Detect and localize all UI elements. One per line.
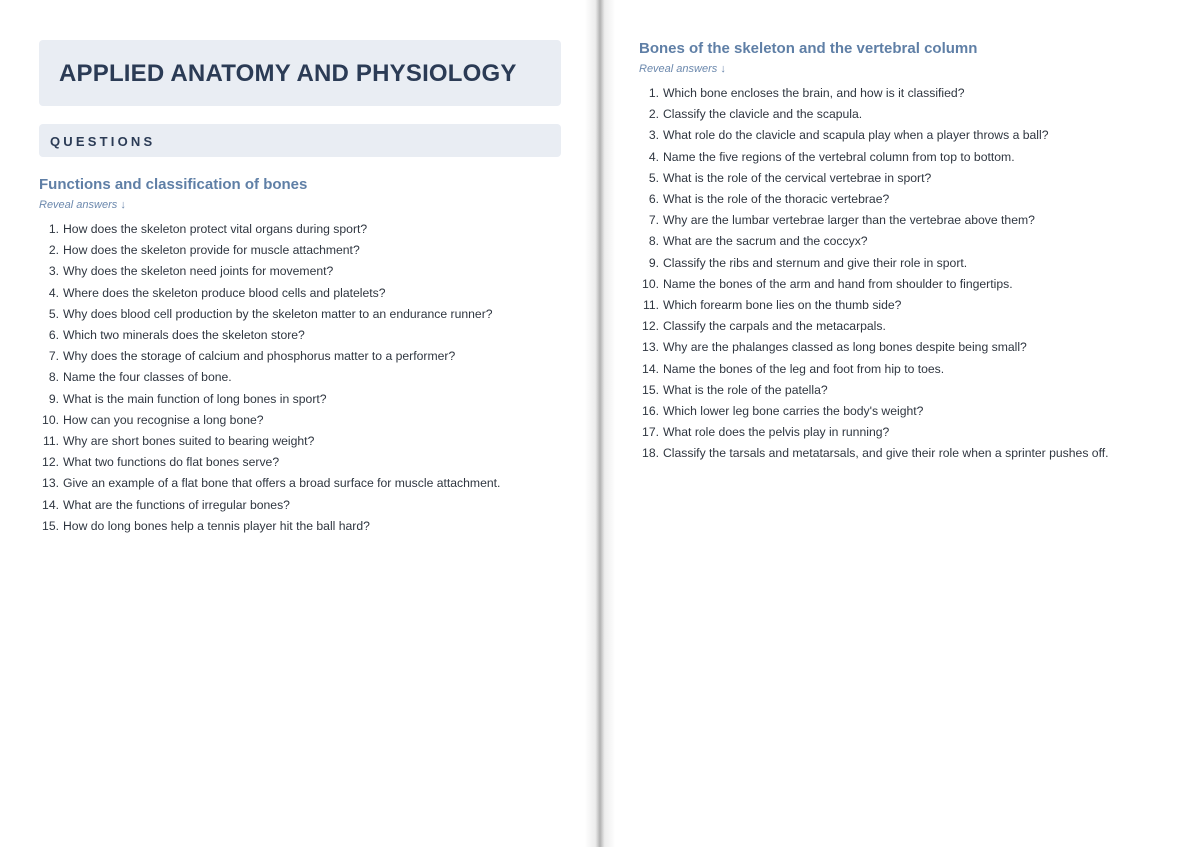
question-item (39, 346, 561, 367)
question-number: 1. (48, 222, 59, 236)
question-number: 10. (42, 412, 59, 427)
question-text: Which two minerals does the skeleton store? (63, 328, 305, 343)
question-text: Classify the ribs and sternum and give their role in sport. (663, 255, 968, 270)
question-text: What role does the pelvis play in running? (663, 425, 890, 440)
question-number: 18. (642, 446, 659, 461)
question-number: 2. (648, 107, 659, 122)
question-number: 14. (642, 361, 659, 376)
question-item (39, 389, 561, 410)
question-text: Classify the clavicle and the scapula. (663, 107, 863, 122)
title-banner (39, 40, 561, 106)
question-text: What is the main function of long bones in sport? (63, 391, 327, 406)
question-number: 5. (48, 306, 59, 321)
question-text: What are the functions of irregular bones? (63, 497, 290, 512)
question-item (39, 325, 561, 346)
question-text: Why are the lumbar vertebrae larger than the vertebrae above them? (663, 213, 1035, 228)
reveal-answers-link[interactable]: Reveal answers ↓ (39, 199, 126, 211)
question-item (639, 104, 1170, 125)
question-text: Name the five regions of the vertebral column from top to bottom. (663, 149, 1015, 164)
question-text: Name the bones of the leg and foot from hip to toes. (663, 361, 945, 376)
question-text: Why does blood cell production by the skeleton matter to an endurance runner? (63, 306, 493, 321)
question-item (39, 367, 561, 388)
question-number: 3. (48, 264, 59, 279)
question-text: How does the skeleton protect vital organs during sport? (63, 222, 368, 236)
question-number: 11. (42, 434, 59, 449)
question-number: 2. (48, 243, 59, 258)
question-number: 6. (648, 192, 659, 207)
question-text: Why does the skeleton need joints for movement? (63, 264, 334, 279)
question-text: Where does the skeleton produce blood cells and platelets? (63, 285, 386, 300)
question-item (39, 431, 561, 452)
question-text: Name the bones of the arm and hand from shoulder to fingertips. (663, 276, 1013, 291)
reveal-answers-link[interactable]: Reveal answers ↓ (639, 63, 726, 75)
question-number: 15. (42, 518, 59, 533)
question-item (639, 337, 1170, 358)
questions-banner (39, 124, 561, 157)
question-number: 4. (48, 285, 59, 300)
question-text: Which lower leg bone carries the body's weight? (663, 404, 924, 419)
question-item (39, 410, 561, 431)
question-text: Give an example of a flat bone that offers a broad surface for muscle attachment. (63, 476, 501, 491)
question-item (639, 295, 1170, 316)
question-item (639, 189, 1170, 210)
question-number: 9. (48, 391, 59, 406)
question-text: What is the role of the cervical vertebrae in sport? (663, 170, 932, 185)
question-item (639, 83, 1170, 104)
question-text: What is the role of the patella? (663, 382, 828, 397)
question-number: 17. (642, 425, 659, 440)
question-item (39, 304, 561, 325)
question-item (39, 452, 561, 473)
left-page (0, 0, 597, 847)
question-number: 4. (648, 149, 659, 164)
question-number: 14. (42, 497, 59, 512)
question-text: Which forearm bone lies on the thumb side? (663, 298, 902, 313)
question-number: 13. (642, 340, 659, 355)
question-number: 3. (648, 128, 659, 143)
question-text: Name the four classes of bone. (63, 370, 232, 385)
question-text: Classify the carpals and the metacarpals. (663, 319, 886, 334)
question-item (39, 516, 561, 537)
question-text: Classify the tarsals and metatarsals, and give their role when a sprinter pushes off. (663, 446, 1109, 461)
question-text: Why does the storage of calcium and phosphorus matter to a performer? (63, 349, 456, 364)
question-number: 15. (642, 382, 659, 397)
question-number: 7. (48, 349, 59, 364)
question-number: 16. (642, 404, 659, 419)
question-number: 12. (42, 455, 59, 470)
question-item (39, 473, 561, 494)
question-number: 12. (642, 319, 659, 334)
question-number: 10. (642, 276, 659, 291)
question-item (639, 125, 1170, 146)
question-item (39, 240, 561, 261)
question-text: What role do the clavicle and scapula play when a player throws a ball? (663, 128, 1049, 143)
question-item (639, 168, 1170, 189)
question-item (639, 231, 1170, 252)
question-text: How does the skeleton provide for muscle attachment? (63, 243, 360, 258)
question-list-bones (639, 83, 1170, 465)
question-text: How can you recognise a long bone? (63, 412, 264, 427)
question-number: 11. (642, 298, 659, 313)
question-number: 5. (648, 170, 659, 185)
question-item (39, 219, 561, 240)
question-number: 8. (48, 370, 59, 385)
question-number: 6. (48, 328, 59, 343)
question-item (639, 210, 1170, 231)
question-item (39, 283, 561, 304)
question-item (639, 274, 1170, 295)
question-item (639, 380, 1170, 401)
question-number: 1. (648, 86, 659, 100)
question-item (639, 147, 1170, 168)
question-text: How do long bones help a tennis player hit the ball hard? (63, 518, 370, 533)
question-number: 13. (42, 476, 59, 491)
question-text: What two functions do flat bones serve? (63, 455, 280, 470)
question-item (639, 359, 1170, 380)
section-title-functions: Functions and classification of bones (39, 176, 308, 193)
question-text: Why are the phalanges classed as long bones despite being small? (663, 340, 1027, 355)
question-number: 7. (648, 213, 659, 228)
right-page (607, 0, 1200, 847)
question-number: 8. (648, 234, 659, 249)
question-item (639, 253, 1170, 274)
question-text: Why are short bones suited to bearing weight? (63, 434, 315, 449)
question-item (639, 422, 1170, 443)
question-item (39, 261, 561, 282)
question-item (639, 443, 1170, 464)
question-text: What are the sacrum and the coccyx? (663, 234, 868, 249)
question-item (639, 316, 1170, 337)
question-text: What is the role of the thoracic vertebrae? (663, 192, 890, 207)
question-item (39, 495, 561, 516)
question-text: Which bone encloses the brain, and how is it classified? (663, 86, 965, 100)
section-title-bones: Bones of the skeleton and the vertebral column (639, 40, 978, 57)
question-list-functions (39, 219, 561, 537)
page-title: APPLIED ANATOMY AND PHYSIOLOGY (59, 60, 517, 87)
question-number: 9. (648, 255, 659, 270)
questions-label: QUESTIONS (50, 134, 156, 149)
question-item (639, 401, 1170, 422)
